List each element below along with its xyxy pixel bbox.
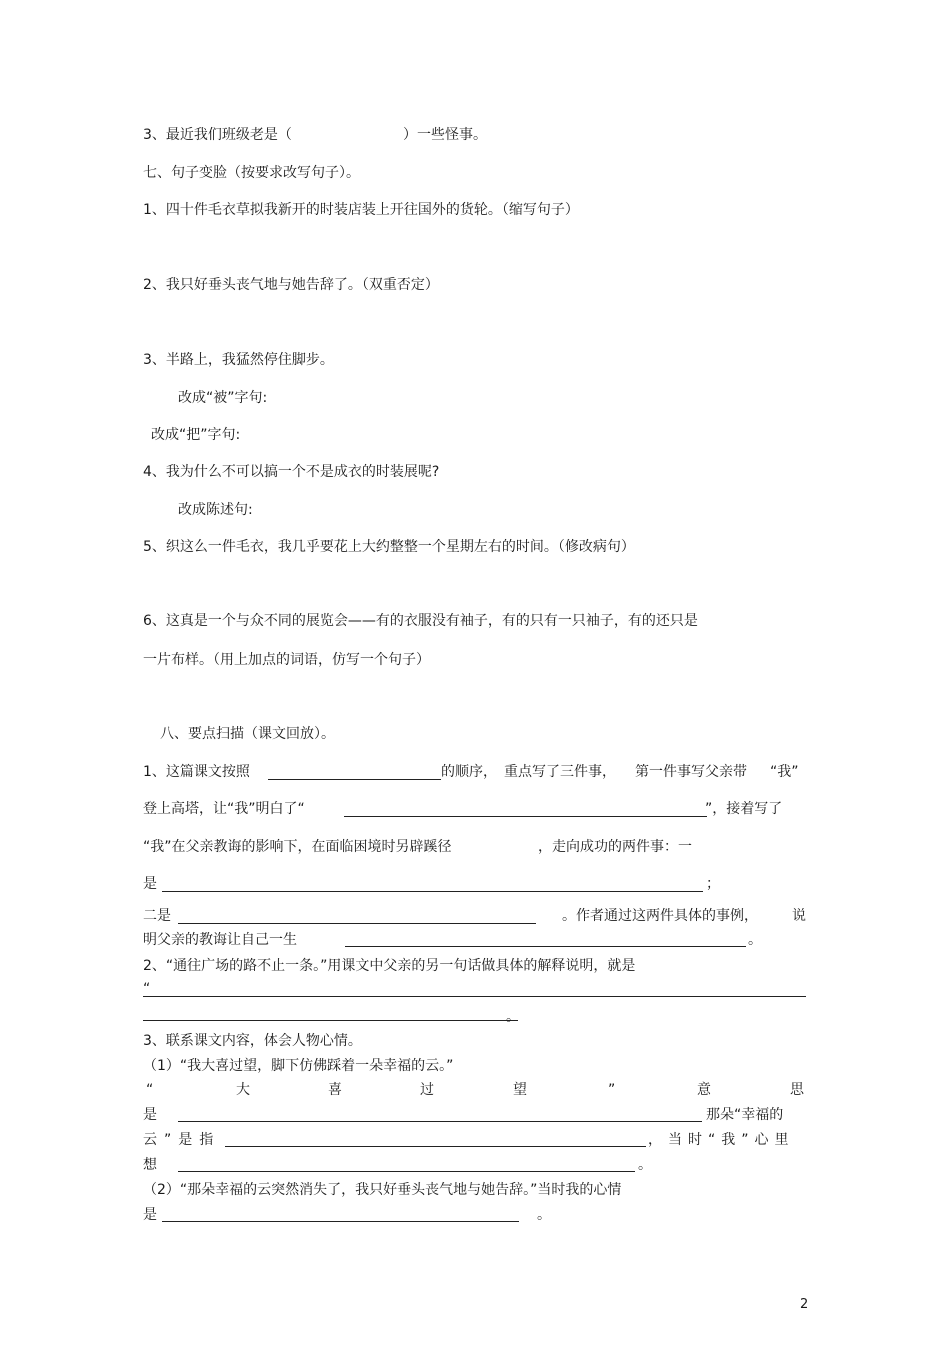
s7-item-3-ba: 改成“把”字句: (151, 427, 241, 443)
s8-3-1-c: 那朵“幸福的 (706, 1107, 784, 1123)
s8-3-1-e: ，当时“我”心里 (648, 1132, 795, 1148)
s8-1-text-j: 是 (143, 876, 157, 892)
s8-2-quote: “ (143, 981, 151, 997)
spaced-char: 意 (697, 1082, 711, 1098)
s8-1-text-f: 登上高塔，让“我”明白了“ (143, 801, 305, 817)
s8-2-end: 。 (506, 1009, 520, 1025)
spaced-char: ” (608, 1082, 616, 1098)
s7-item-5: 5、织这么一件毛衣，我几乎要花上大约整整一个星期左右的时间。（修改病句） (143, 539, 635, 555)
page-number: 2 (800, 1297, 809, 1312)
s8-3-1-quote: （1）“我大喜过望，脚下仿佛踩着一朵幸福的云。” (143, 1058, 454, 1074)
s8-1-text-o: 明父亲的教诲让自己一生 (143, 932, 297, 948)
s8-1-text-h: “我”在父亲教诲的影响下，在面临困境时另辟蹊径 (143, 839, 452, 855)
s8-1-text-g: ”，接着写了 (705, 801, 783, 817)
s8-3-1-g: 。 (638, 1157, 652, 1173)
s8-1-text-i: ，走向成功的两件事：一 (538, 839, 692, 855)
answer-blank[interactable] (178, 1171, 635, 1172)
s8-1-text-p: 。 (748, 932, 762, 948)
answer-blank[interactable] (268, 779, 441, 780)
s8-1-text-n: 说 (792, 908, 806, 924)
s7-item-1: 1、四十件毛衣草拟我新开的时装店装上开往国外的货轮。（缩写句子） (143, 202, 579, 218)
s7-item-6-line2: 一片布样。（用上加点的词语，仿写一个句子） (143, 652, 430, 668)
s7-item-3: 3、半路上，我猛然停住脚步。 (143, 352, 334, 368)
question-3-prefix: 3、最近我们班级老是（ (143, 127, 292, 143)
s8-1-text-c: 重点写了三件事， (504, 764, 616, 780)
s8-1-text-b: 的顺序， (441, 764, 497, 780)
s7-item-4: 4、我为什么不可以搞一个不是成衣的时装展呢? (143, 464, 440, 480)
s8-2-text: 2、“通往广场的路不止一条。”用课文中父亲的另一句话做具体的解释说明，就是 (143, 958, 636, 974)
s8-3-title: 3、联系课文内容，体会人物心情。 (143, 1033, 362, 1049)
answer-blank[interactable] (143, 996, 806, 997)
s7-item-4-declarative: 改成陈述句: (178, 502, 253, 518)
spaced-char: 望 (513, 1082, 527, 1098)
s8-1-text-m: 。作者通过这两件具体的事例， (562, 908, 758, 924)
s7-item-6-line1: 6、这真是一个与众不同的展览会——有的衣服没有袖子，有的只有一只袖子，有的还只是 (143, 613, 698, 629)
s8-3-2-b: 是 (143, 1207, 157, 1223)
answer-blank[interactable] (225, 1146, 646, 1147)
spaced-char: “ (146, 1082, 154, 1098)
question-3-suffix: ）一些怪事。 (403, 127, 487, 143)
spaced-char: 喜 (328, 1082, 342, 1098)
s7-item-3-bei: 改成“被”字句: (178, 390, 268, 406)
spaced-char: 过 (420, 1082, 434, 1098)
s8-3-2-quote: （2）“那朵幸福的云突然消失了，我只好垂头丧气地与她告辞。”当时我的心情 (143, 1182, 622, 1198)
s8-3-2-c: 。 (537, 1207, 551, 1223)
section-8-title: 八、要点扫描（课文回放）。 (160, 726, 335, 742)
answer-blank[interactable] (162, 891, 703, 892)
s8-3-1-b: 是 (143, 1107, 157, 1123)
answer-blank[interactable] (143, 1020, 518, 1021)
section-7-title: 七、句子变脸（按要求改写句子）。 (143, 165, 360, 181)
spaced-char: 思 (790, 1082, 804, 1098)
s8-1-text-l: 二是 (143, 908, 171, 924)
s8-3-1-f: 想 (143, 1157, 157, 1173)
s8-1-text-e: “我” (770, 764, 799, 780)
answer-blank[interactable] (162, 1221, 519, 1222)
answer-blank[interactable] (344, 816, 707, 817)
s7-item-2: 2、我只好垂头丧气地与她告辞了。（双重否定） (143, 277, 439, 293)
s8-1-text-d: 第一件事写父亲带 (635, 764, 747, 780)
answer-blank[interactable] (178, 1121, 702, 1122)
spaced-char: 大 (236, 1082, 250, 1098)
s8-1-text-k: ； (706, 876, 720, 892)
answer-blank[interactable] (345, 946, 746, 947)
s8-1-text-a: 1、这篇课文按照 (143, 764, 250, 780)
s8-3-1-d: 云”是指 (143, 1132, 221, 1148)
answer-blank[interactable] (178, 923, 536, 924)
